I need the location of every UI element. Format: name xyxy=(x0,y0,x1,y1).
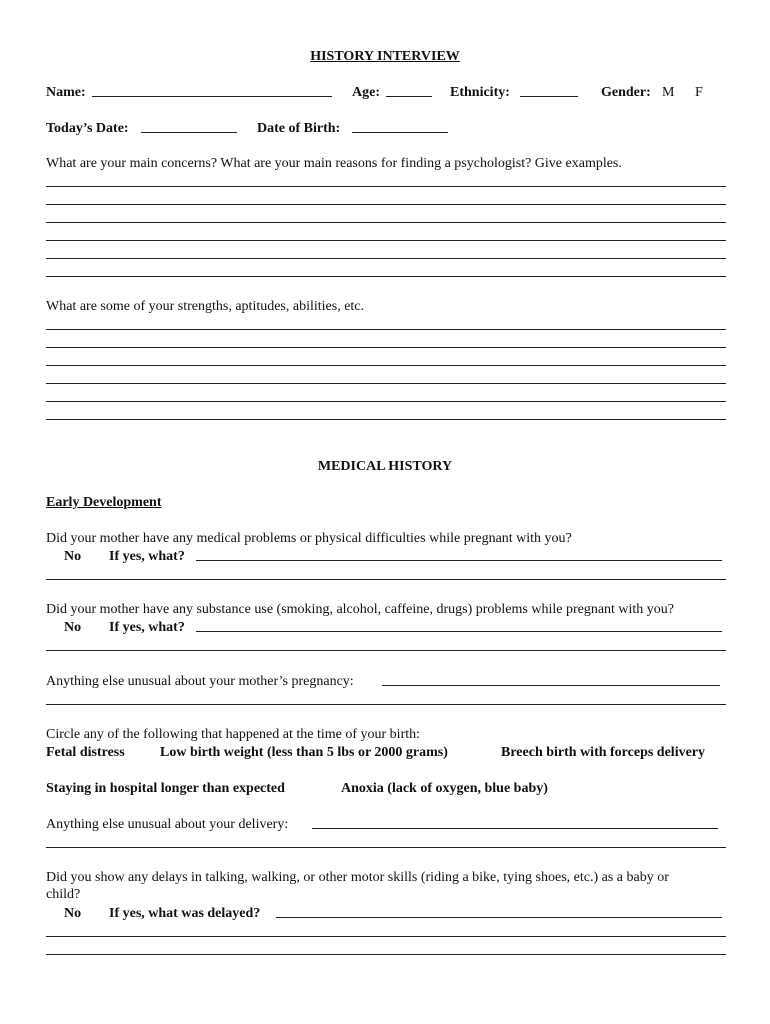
question-delays: Did you show any delays in talking, walking, or other motor skills (riding a bike, tying shoes, etc.) as a baby or xyxy=(46,870,669,885)
question-circle-birth: Circle any of the following that happened at the time of your birth: xyxy=(46,727,421,742)
question-concerns: What are your main concerns? What are your main reasons for finding a psychologist? Give examples. xyxy=(46,156,622,171)
dob-label: Date of Birth: xyxy=(257,121,341,136)
birth-option-low-birth-weight[interactable]: Low birth weight (less than 5 lbs or 2000 grams) xyxy=(160,745,448,760)
birth-option-fetal-distress[interactable]: Fetal distress xyxy=(46,745,125,760)
page-title: HISTORY INTERVIEW xyxy=(310,49,460,64)
gender-option-f[interactable]: F xyxy=(695,85,703,100)
answer-line[interactable] xyxy=(46,258,726,259)
if-yes-field[interactable] xyxy=(196,548,722,561)
question-delivery-unusual: Anything else unusual about your delivery: xyxy=(46,817,289,832)
medical-history-title: MEDICAL HISTORY xyxy=(317,459,453,474)
if-yes-delayed-label: If yes, what was delayed? xyxy=(109,906,261,921)
name-label: Name: xyxy=(46,85,86,100)
delivery-unusual-field[interactable] xyxy=(312,816,718,829)
no-option[interactable]: No xyxy=(64,906,82,921)
dob-field[interactable] xyxy=(352,120,448,133)
answer-line[interactable] xyxy=(46,222,726,223)
todays-date-label: Today’s Date: xyxy=(46,121,129,136)
question-delays-continued: child? xyxy=(46,887,81,902)
answer-line[interactable] xyxy=(46,954,726,955)
answer-line[interactable] xyxy=(46,704,726,705)
if-yes-label: If yes, what? xyxy=(109,549,185,564)
answer-line[interactable] xyxy=(46,401,726,402)
todays-date-field[interactable] xyxy=(141,120,237,133)
answer-line[interactable] xyxy=(46,329,726,330)
answer-line[interactable] xyxy=(46,240,726,241)
answer-line[interactable] xyxy=(46,650,726,651)
gender-option-m[interactable]: M xyxy=(662,85,675,100)
birth-option-hospital-stay[interactable]: Staying in hospital longer than expected xyxy=(46,781,285,796)
question-substance-use: Did your mother have any substance use (smoking, alcohol, caffeine, drugs) problems while pregnant with you? xyxy=(46,602,675,617)
early-development-title: Early Development xyxy=(46,495,162,510)
answer-line[interactable] xyxy=(46,579,726,580)
answer-line[interactable] xyxy=(46,383,726,384)
answer-line[interactable] xyxy=(46,936,726,937)
answer-line[interactable] xyxy=(46,847,726,848)
question-pregnancy-unusual: Anything else unusual about your mother’s pregnancy: xyxy=(46,674,354,689)
no-option[interactable]: No xyxy=(64,620,82,635)
answer-line[interactable] xyxy=(46,276,726,277)
birth-option-breech[interactable]: Breech birth with forceps delivery xyxy=(501,745,706,760)
gender-label: Gender: xyxy=(601,85,651,100)
no-option[interactable]: No xyxy=(64,549,82,564)
pregnancy-unusual-field[interactable] xyxy=(382,673,720,686)
if-yes-label: If yes, what? xyxy=(109,620,185,635)
age-field[interactable] xyxy=(386,84,432,97)
birth-option-anoxia[interactable]: Anoxia (lack of oxygen, blue baby) xyxy=(341,781,548,796)
question-strengths: What are some of your strengths, aptitudes, abilities, etc. xyxy=(46,299,365,314)
answer-line[interactable] xyxy=(46,186,726,187)
ethnicity-label: Ethnicity: xyxy=(450,85,510,100)
if-yes-field[interactable] xyxy=(196,619,722,632)
name-field[interactable] xyxy=(92,84,332,97)
ethnicity-field[interactable] xyxy=(520,84,578,97)
if-yes-delayed-field[interactable] xyxy=(276,905,722,918)
age-label: Age: xyxy=(352,85,380,100)
answer-line[interactable] xyxy=(46,204,726,205)
answer-line[interactable] xyxy=(46,347,726,348)
answer-line[interactable] xyxy=(46,365,726,366)
answer-line[interactable] xyxy=(46,419,726,420)
question-pregnancy-problems: Did your mother have any medical problems or physical difficulties while pregnant with you? xyxy=(46,531,572,546)
